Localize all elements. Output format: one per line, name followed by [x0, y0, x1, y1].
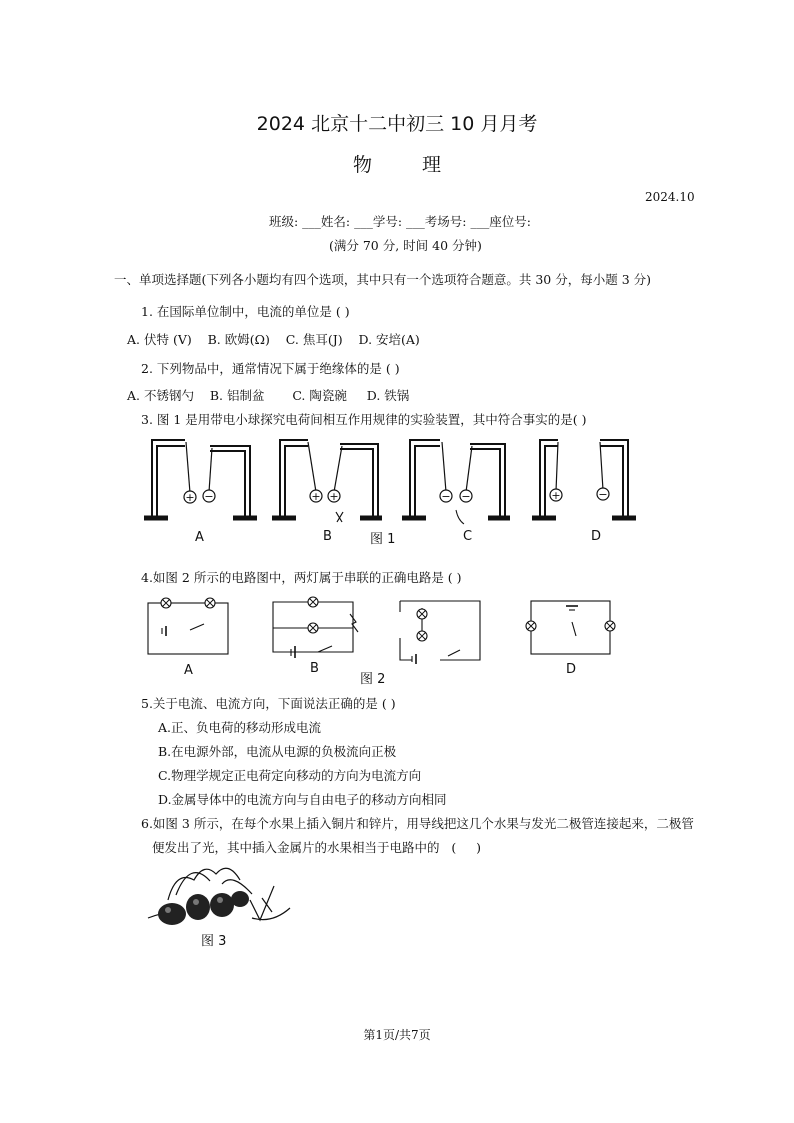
fig1-label-b: B — [323, 529, 332, 544]
exam-date: 2024.10 — [645, 190, 695, 204]
q3-stem: 3. 图 1 是用带电小球探究电荷间相互作用规律的实验装置，其中符合事实的是( ) — [141, 412, 587, 427]
exam-title: 2024 北京十二中初三 10 月月考 — [256, 113, 538, 135]
fig1-label-d: D — [591, 529, 602, 544]
q5-stem: 5.关于电流、电流方向，下面说法正确的是 ( ) — [141, 696, 396, 711]
q6-stem-line-1: 6.如图 3 所示，在每个水果上插入铜片和锌片，用导线把这几个水果与发光二极管连接起来，二极管 — [141, 816, 694, 831]
q5-option-a: A.正、负电荷的移动形成电流 — [158, 720, 322, 735]
fig2-label-a: A — [184, 663, 193, 678]
q5-option-d: D.金属导体中的电流方向与自由电子的移动方向相同 — [158, 792, 447, 807]
q5-option-c: C.物理学规定正电荷定向移动的方向为电流方向 — [158, 768, 422, 783]
score-time-note: (满分 70 分, 时间 40 分钟) — [329, 238, 482, 253]
charge-a-left: + — [185, 491, 195, 504]
fig2-caption: 图 2 — [360, 672, 386, 687]
q1-stem: 1. 在国际单位制中，电流的单位是 ( ) — [141, 304, 350, 319]
subject-char-2: 理 — [422, 154, 442, 176]
q6-stem-line-2: 便发出了光，其中插入金属片的水果相当于电路中的 ( ) — [152, 840, 482, 855]
fig2-label-b: B — [310, 661, 319, 676]
charge-d-right: − — [598, 488, 608, 501]
fig3-caption: 图 3 — [201, 934, 227, 949]
section-heading: 一、单项选择题(下列各小题均有四个选项，其中只有一个选项符合题意。共 30 分，每小题 3 分) — [114, 272, 652, 287]
page-number: 第1页/共7页 — [363, 1028, 431, 1042]
q1-options: A. 伏特 (V) B. 欧姆(Ω) C. 焦耳(J) D. 安培(A) — [127, 332, 420, 347]
fig1-label-a: A — [195, 530, 204, 545]
charge-c-right: − — [461, 490, 471, 503]
q4-stem: 4.如图 2 所示的电路图中，两灯属于串联的正确电路是 ( ) — [141, 570, 462, 585]
charge-d-left: + — [551, 489, 561, 502]
fig1-caption: 图 1 — [370, 532, 396, 547]
student-info-line: 班级: ___姓名: ___学号: ___考场号: ___座位号: — [269, 214, 531, 229]
charge-c-left: − — [441, 490, 451, 503]
fig1-label-c: C — [463, 529, 473, 544]
charge-a-right: − — [204, 490, 214, 503]
charge-b-left: + — [311, 490, 321, 503]
q2-options: A. 不锈钢勺 B. 铝制盆 C. 陶瓷碗 D. 铁锅 — [127, 388, 410, 403]
subject-char-1: 物 — [352, 154, 372, 176]
q2-stem: 2. 下列物品中，通常情况下属于绝缘体的是 ( ) — [141, 361, 400, 376]
charge-b-right: + — [329, 490, 339, 503]
q5-option-b: B.在电源外部，电流从电源的负极流向正极 — [158, 744, 397, 759]
fig2-label-d: D — [566, 662, 577, 677]
